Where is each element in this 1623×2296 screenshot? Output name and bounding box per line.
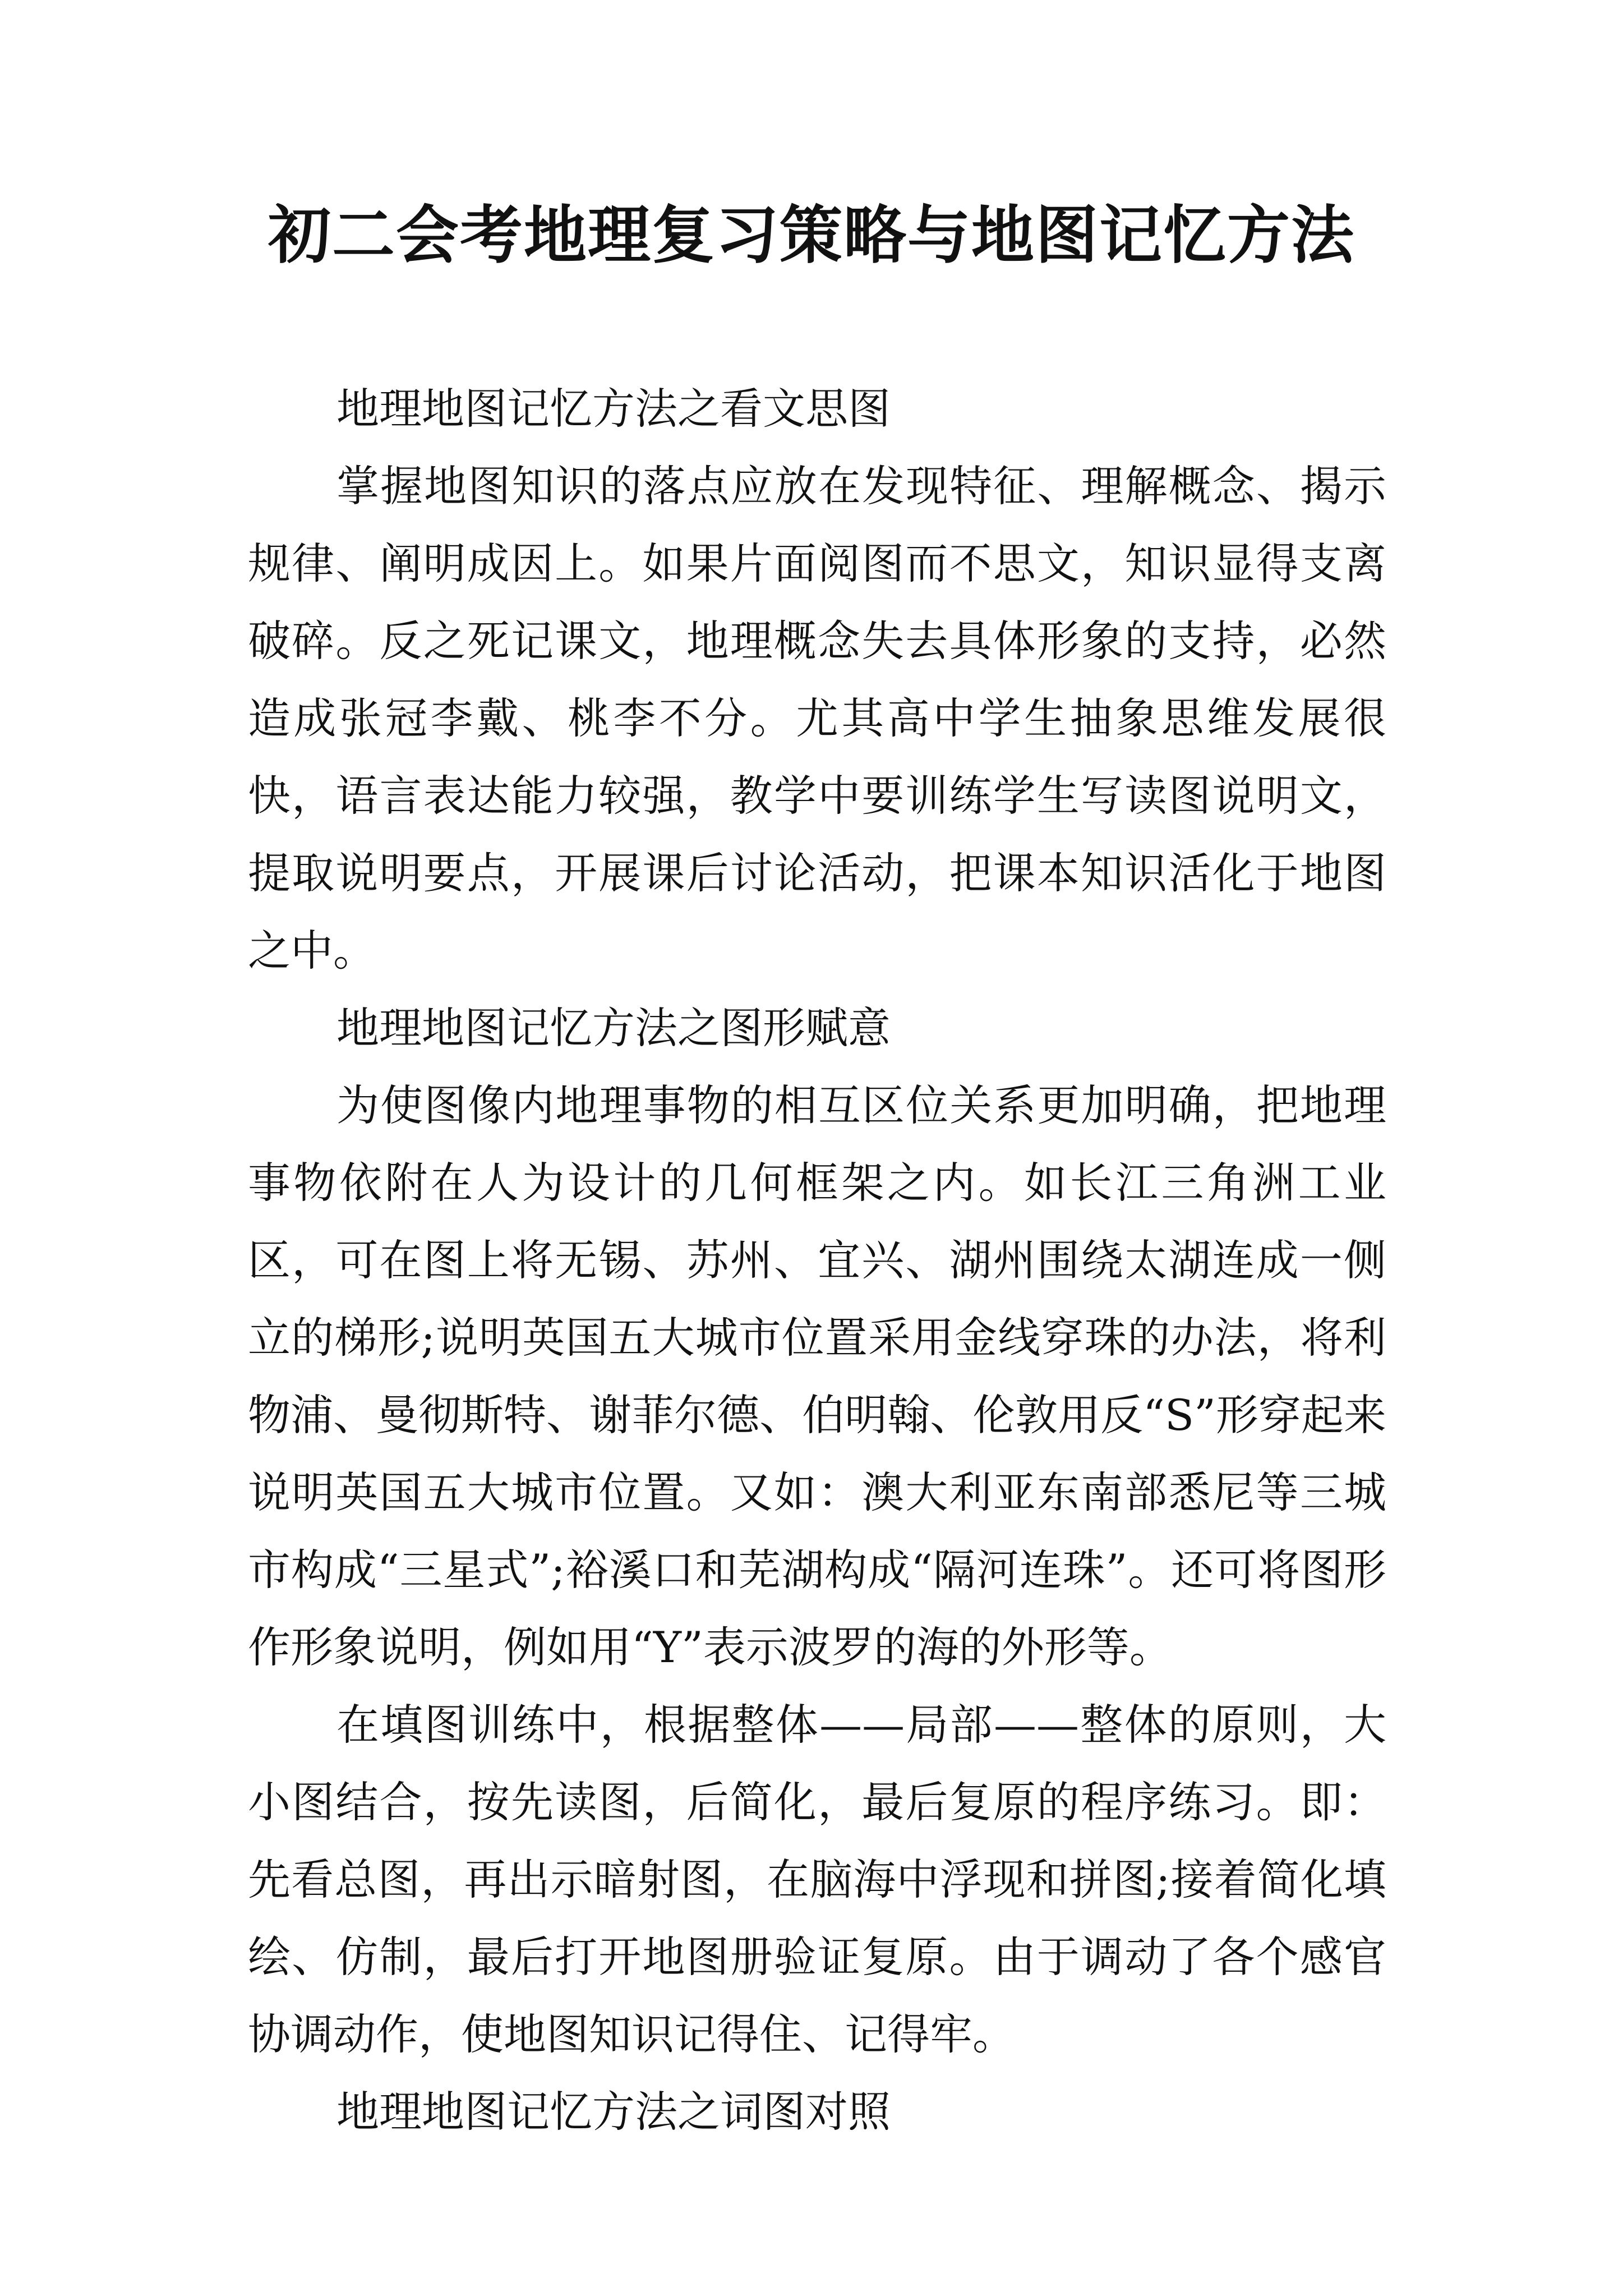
paragraph-3: 在填图训练中，根据整体——局部——整体的原则，大小图结合，按先读图，后简化，最后复原的程序练习。即：先看总图，再出示暗射图，在脑海中浮现和拼图;接着简化填绘、仿制，最后打开地图册验证复原。由于调动了各个感官协调动作，使地图知识记得住、记得牢。 [248,1700,1386,2059]
paragraph-2: 为使图像内地理事物的相互区位关系更加明确，把地理事物依附在人为设计的几何框架之内。如长江三角洲工业区，可在图上将无锡、苏州、宜兴、湖州围绕太湖连成一侧立的梯形;说明英国五大城市位置采用金线穿珠的办法，将利物浦、曼彻斯特、谢菲尔德、伯明翰、伦敦用反“S”形穿起来说明英国五大城市位置。又如：澳大利亚东南部悉尼等三城市构成“三星式”;裕溪口和芜湖构成“隔河连珠”。还可将图形作形象说明，例如用“Y”表示波罗的海的外形等。 [248,1080,1386,1672]
section-heading-1: 地理地图记忆方法之看文思图 [336,384,891,434]
section-heading-2: 地理地图记忆方法之图形赋意 [336,1003,891,1053]
paragraph-1: 掌握地图知识的落点应放在发现特征、理解概念、揭示规律、阐明成因上。如果片面阅图而不思文，知识显得支离破碎。反之死记课文，地理概念失去具体形象的支持，必然造成张冠李戴、桃李不分。尤其高中学生抽象思维发展很快，语言表达能力较强，教学中要训练学生写读图说明文，提取说明要点，开展课后讨论活动，把课本知识活化于地图之中。 [248,461,1386,976]
section-heading-3: 地理地图记忆方法之词图对照 [336,2087,891,2137]
document-body [248,370,1386,2151]
document-title: 初二会考地理复习策略与地图记忆方法 [268,199,1355,272]
